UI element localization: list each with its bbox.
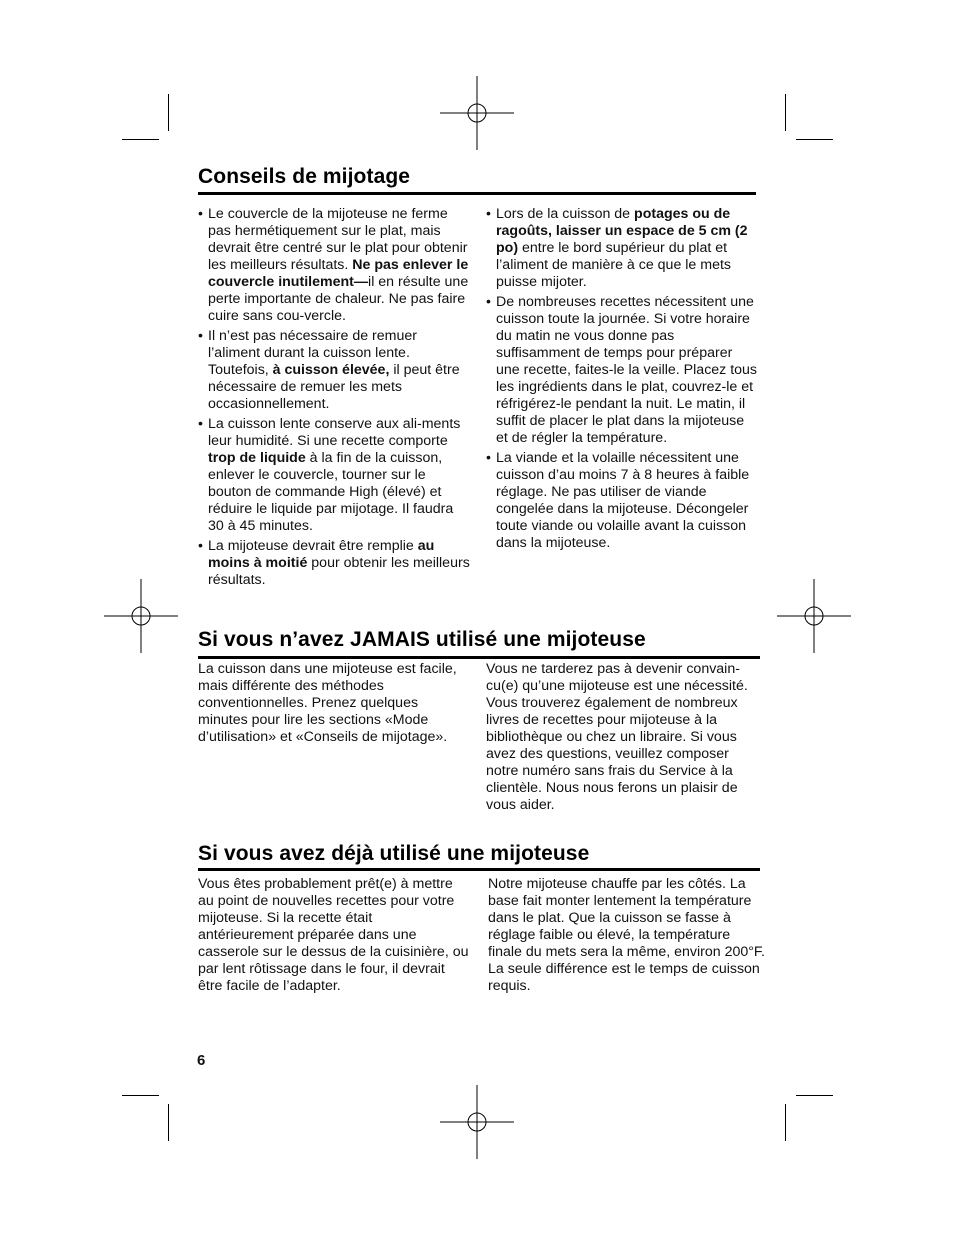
already-used-left-text (198, 876, 470, 995)
tip-item: • Le couvercle de la mijoteuse ne ferme pas hermétiquement sur le plat, mais devrait être centré sur le plat pour obtenir les meilleurs résultats. Ne pas enlever le couvercle inutilement—il en résulte une perte importante de chaleur. Ne pas faire cuire sans cou-vercle. (198, 206, 470, 325)
crop-mark (785, 1104, 786, 1141)
tip-item: • Il n’est pas nécessaire de remuer l’aliment durant la cuisson lente. Toutefois, à cuisson élevée, il peut être nécessaire de remuer les mets occasionnellement. (198, 328, 470, 413)
crop-mark (168, 1104, 169, 1141)
section-title: Conseils de mijotage (198, 165, 411, 188)
page-number: 6 (197, 1052, 206, 1069)
tip-item: • La cuisson lente conserve aux ali-ments leur humidité. Si une recette comporte trop de liquide à la fin de la cuisson, enlever le couvercle, tourner sur le bouton de commande High (élevé) et réduire le liquide par mijotage. Il faudra 30 à 45 minutes. (198, 416, 470, 535)
tip-item: • La mijoteuse devrait être remplie au moins à moitié pour obtenir les meilleurs résultats. (198, 538, 470, 589)
tip-item: • Lors de la cuisson de potages ou de ragoûts, laisser un espace de 5 cm (2 po) entre le bord supérieur du plat et l’aliment de manière à ce que le mets puisse mijoter. (486, 206, 758, 291)
registration-mark-icon (440, 1085, 514, 1159)
section-title: Si vous n’avez JAMAIS utilisé une mijoteuse (198, 628, 646, 651)
tip-item: • La viande et la volaille nécessitent une cuisson d’au moins 7 à 8 heures à faible réglage. Ne pas utiliser de viande congelée dans la mijoteuse. Décongeler toute viande ou volaille avant la cuisson dans la mijoteuse. (486, 450, 758, 552)
paragraph: Notre mijoteuse chauffe par les côtés. La base fait monter lentement la température dans le plat. Que la cuisson se fasse à réglage faible ou élevé, la température finale du mets sera la même, environ 200°F. La seule différence est le temps de cuisson requis. (488, 876, 765, 994)
already-used-right-text (488, 876, 766, 995)
never-used-right-text (486, 661, 758, 814)
section-title: Si vous avez déjà utilisé une mijoteuse (198, 842, 590, 865)
crop-mark (796, 1095, 833, 1096)
tips-left-column (198, 206, 470, 592)
paragraph: Vous ne tarderez pas à devenir convain-cu(e) qu’une mijoteuse est une nécessité. Vous trouverez également de nombreux livres de recettes pour mijoteuse à la bibliothèque ou chez un libraire. Si vous avez des questions, veuillez composer notre numéro sans frais du Service à la clientèle. Nous nous ferons un plaisir de vous aider. (486, 661, 748, 813)
paragraph: Vous êtes probablement prêt(e) à mettre au point de nouvelles recettes pour votre mijoteuse. Si la recette était antérieurement préparée dans une casserole sur le dessus de la cuisinière, ou par lent rôtissage dans le four, il devrait être facile de l’adapter. (198, 876, 469, 994)
registration-mark-icon (777, 579, 851, 653)
tips-right-column (486, 206, 758, 555)
section-rule (198, 656, 760, 659)
crop-mark (168, 94, 169, 131)
crop-mark (122, 1095, 159, 1096)
registration-mark-icon (104, 579, 178, 653)
section-rule (198, 192, 756, 195)
crop-mark (785, 94, 786, 131)
crop-mark (122, 139, 159, 140)
crop-mark (796, 139, 833, 140)
registration-mark-icon (440, 76, 514, 150)
section-rule (198, 868, 760, 871)
paragraph: La cuisson dans une mijoteuse est facile, mais différente des méthodes conventionnelles. Prenez quelques minutes pour lire les sections «Mode d’utilisation» et «Conseils de mijotage». (198, 661, 457, 745)
tip-item: • De nombreuses recettes nécessitent une cuisson toute la journée. Si votre horaire du matin ne vous donne pas suffisamment de temps pour préparer une recette, faites-le la veille. Placez tous les ingrédients dans le plat, couvrez-le et réfrigérez-le pendant la nuit. Le matin, il suffit de placer le plat dans la mijoteuse et de régler la température. (486, 294, 758, 447)
never-used-left-text (198, 661, 470, 746)
